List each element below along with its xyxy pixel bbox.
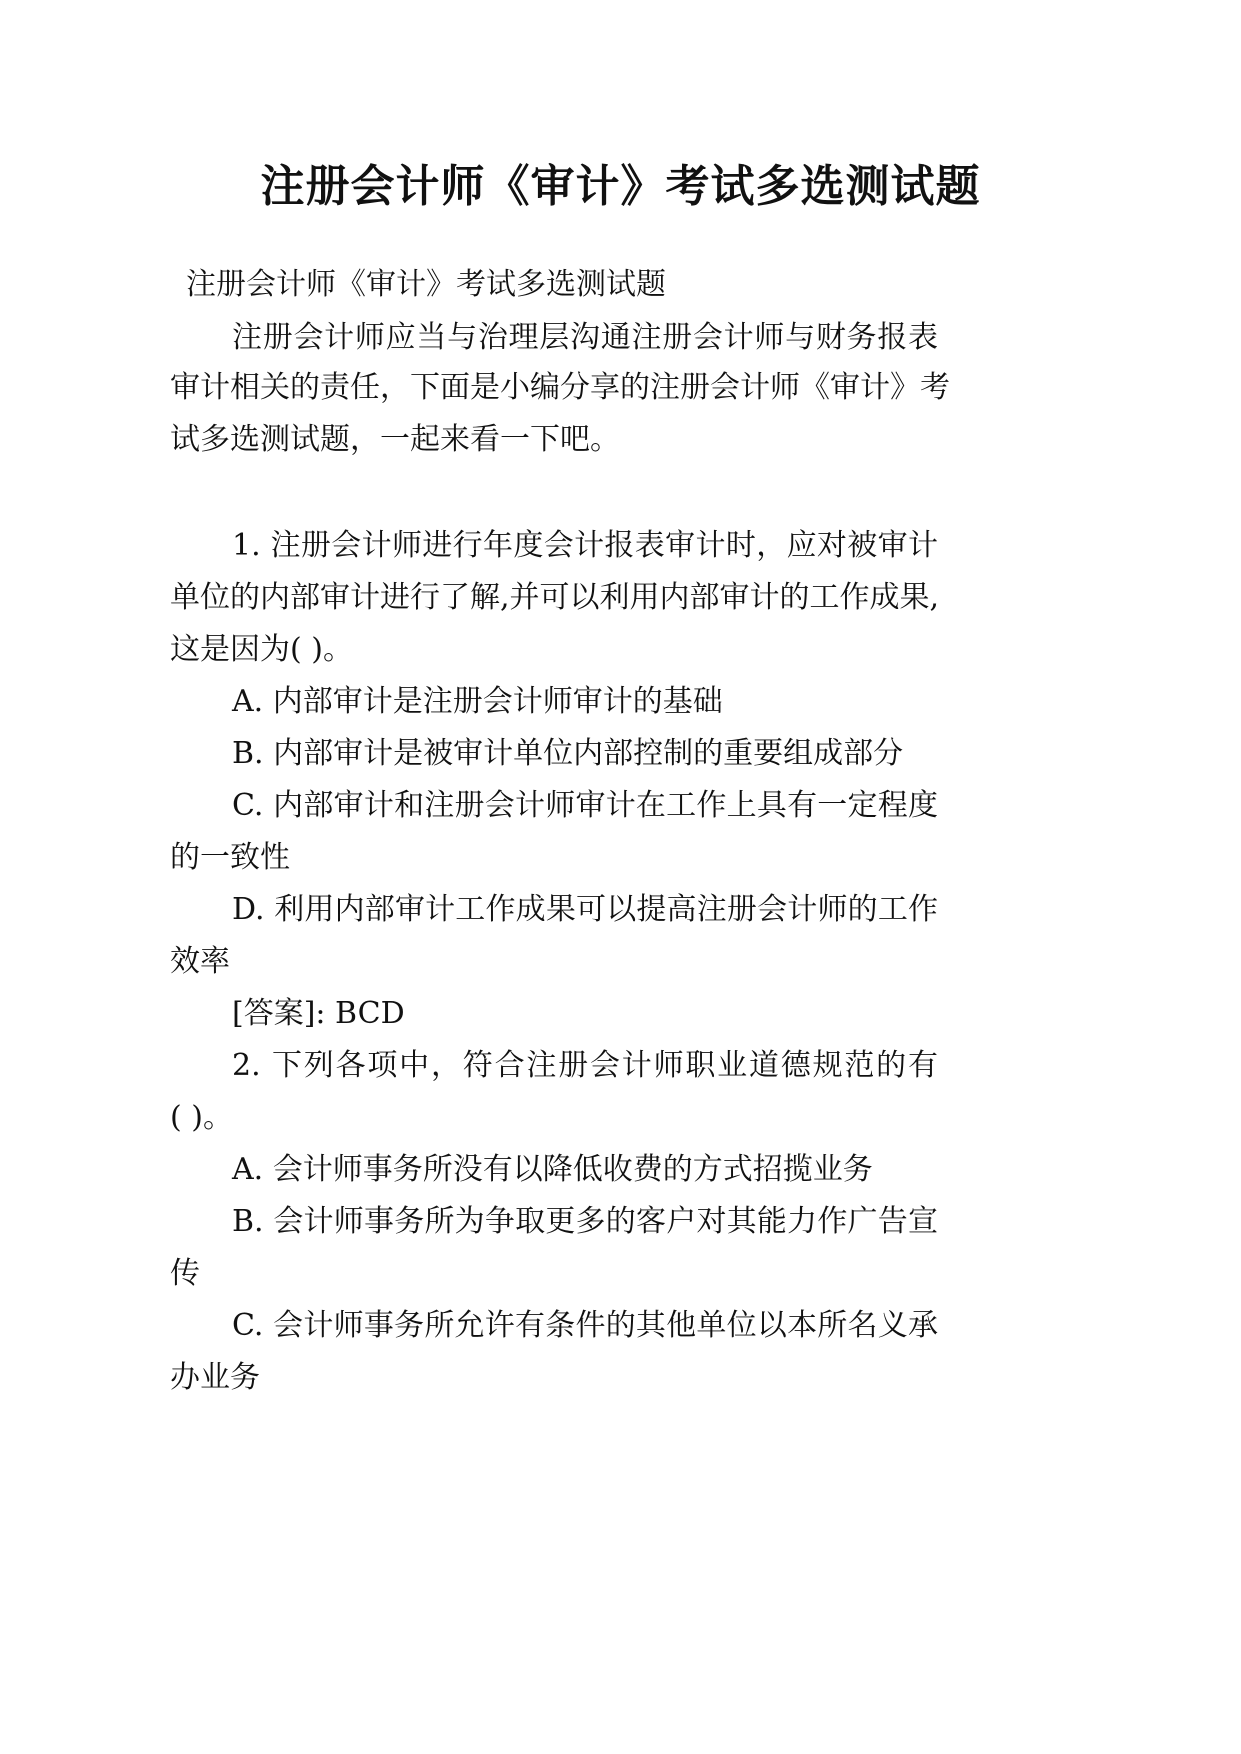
intro-line-1: 注册会计师应当与治理层沟通注册会计师与财务报表 (232, 320, 938, 355)
q1-stem-line-2: 单位的内部审计进行了解,并可以利用内部审计的工作成果, (170, 580, 940, 615)
q1-option-b: B. 内部审计是被审计单位内部控制的重要组成部分 (232, 736, 904, 771)
q2-option-a: A. 会计师事务所没有以降低收费的方式招揽业务 (232, 1152, 873, 1187)
q2-stem-line-1: 2. 下列各项中，符合注册会计师职业道德规范的有 (232, 1048, 938, 1083)
q2-option-b-line-2: 传 (170, 1256, 200, 1291)
q1-answer: [答案]: BCD (232, 996, 405, 1031)
document-title: 注册会计师《审计》考试多选测试题 (260, 161, 981, 212)
q1-option-d-line-2: 效率 (170, 944, 230, 979)
q2-stem-line-2: ( )。 (170, 1100, 233, 1135)
intro-line-3: 试多选测试题，一起来看一下吧。 (170, 422, 620, 457)
q2-option-c-line-2: 办业务 (170, 1360, 260, 1395)
q1-option-a: A. 内部审计是注册会计师审计的基础 (232, 684, 723, 719)
q1-option-c-line-1: C. 内部审计和注册会计师审计在工作上具有一定程度 (232, 788, 938, 823)
q2-option-c-line-1: C. 会计师事务所允许有条件的其他单位以本所名义承 (232, 1308, 938, 1343)
q1-option-d-line-1: D. 利用内部审计工作成果可以提高注册会计师的工作 (232, 892, 938, 927)
q1-stem-line-1: 1. 注册会计师进行年度会计报表审计时，应对被审计 (232, 528, 938, 563)
q1-stem-line-3: 这是因为( )。 (170, 632, 353, 667)
subtitle: 注册会计师《审计》考试多选测试题 (186, 267, 666, 302)
intro-line-2: 审计相关的责任，下面是小编分享的注册会计师《审计》考 (170, 370, 950, 405)
q1-option-c-line-2: 的一致性 (170, 840, 290, 875)
q2-option-b-line-1: B. 会计师事务所为争取更多的客户对其能力作广告宣 (232, 1204, 938, 1239)
